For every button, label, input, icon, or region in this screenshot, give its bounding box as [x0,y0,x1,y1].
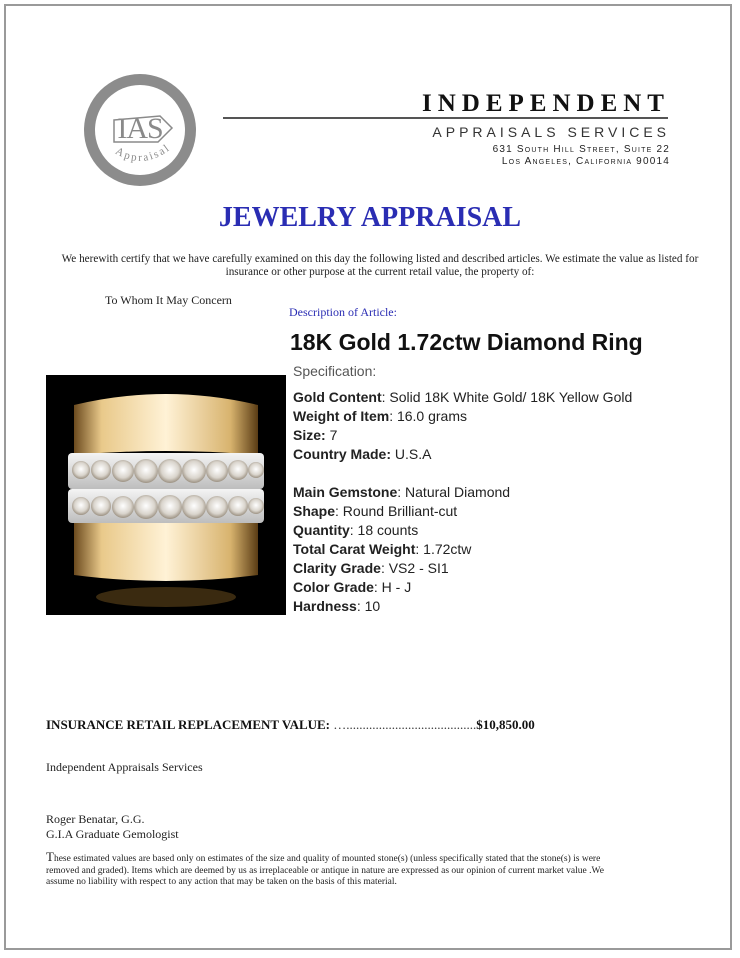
spec-country: Country Made: U.S.A [293,446,432,462]
firm-name: Independent Appraisals Services [46,760,203,774]
company-subtitle: APPRAISALS SERVICES [432,124,670,140]
value-dots: …........................................ [333,717,477,732]
spec-clarity: Clarity Grade: VS2 - SI1 [293,560,449,576]
company-name: INDEPENDENT [422,90,670,117]
spec-weight: Weight of Item: 16.0 grams [293,408,468,424]
spec-total-carat: Total Carat Weight: 1.72ctw [293,541,472,557]
disclaimer [46,851,606,889]
ias-logo [80,70,200,190]
replacement-value [46,717,535,733]
value-amount: $10,850.00 [476,717,535,732]
signer-block [46,812,179,842]
svg-text:Appraisal: Appraisal [113,141,173,165]
description-label: Description of Article: [289,305,397,319]
diamond-row-2 [72,495,264,519]
certification-text: We herewith certify that we have carefully examined on this day the following listed and described articles. We estimate the value as listed for insurance or other purpose at the current retail value, the property of: [61,253,699,278]
header-rule [223,117,668,119]
address-line-2: Los Angeles, California 90014 [501,156,670,167]
svg-text:IAS: IAS [117,112,163,145]
address-line-1: 631 South Hill Street, Suite 22 [492,144,670,155]
spec-main-gemstone: Main Gemstone: Natural Diamond [293,484,511,500]
ring-photo [46,375,286,615]
diamond-row-1 [72,459,264,483]
logo-seal-icon [80,70,200,190]
recipient: To Whom It May Concern [105,293,232,307]
spec-gold-content: Gold Content: Solid 18K White Gold/ 18K Yellow Gold [293,389,633,405]
disclaimer-text: hese estimated values are based only on estimates of the size and quality of mounted stone(s) (unless specifically stated that the stone(s) is were removed and graded). Items which are deemed by us as irreplaceable or antique in nature are expressed as our opinion of current market value .We assume no liability with respect to any action that may be taken on the basis of this material. [46,854,604,887]
spec-size: Size: 7 [293,427,338,443]
spec-quantity: Quantity: 18 counts [293,522,419,538]
spec-spacer [293,464,713,483]
specification-list [293,388,713,616]
spec-shape: Shape: Round Brilliant-cut [293,503,458,519]
value-label: INSURANCE RETAIL REPLACEMENT VALUE: [46,717,331,732]
spec-color: Color Grade: H - J [293,579,412,595]
signer-name: Roger Benatar, G.G. [46,812,145,826]
specification-label: Specification: [293,363,377,379]
item-title: 18K Gold 1.72ctw Diamond Ring [290,329,643,355]
document-title: JEWELRY APPRAISAL [218,202,522,233]
spec-hardness: Hardness: 10 [293,598,381,614]
disclaimer-initial: T [46,849,54,864]
signer-title: G.I.A Graduate Gemologist [46,827,179,841]
ring-image [46,375,286,615]
